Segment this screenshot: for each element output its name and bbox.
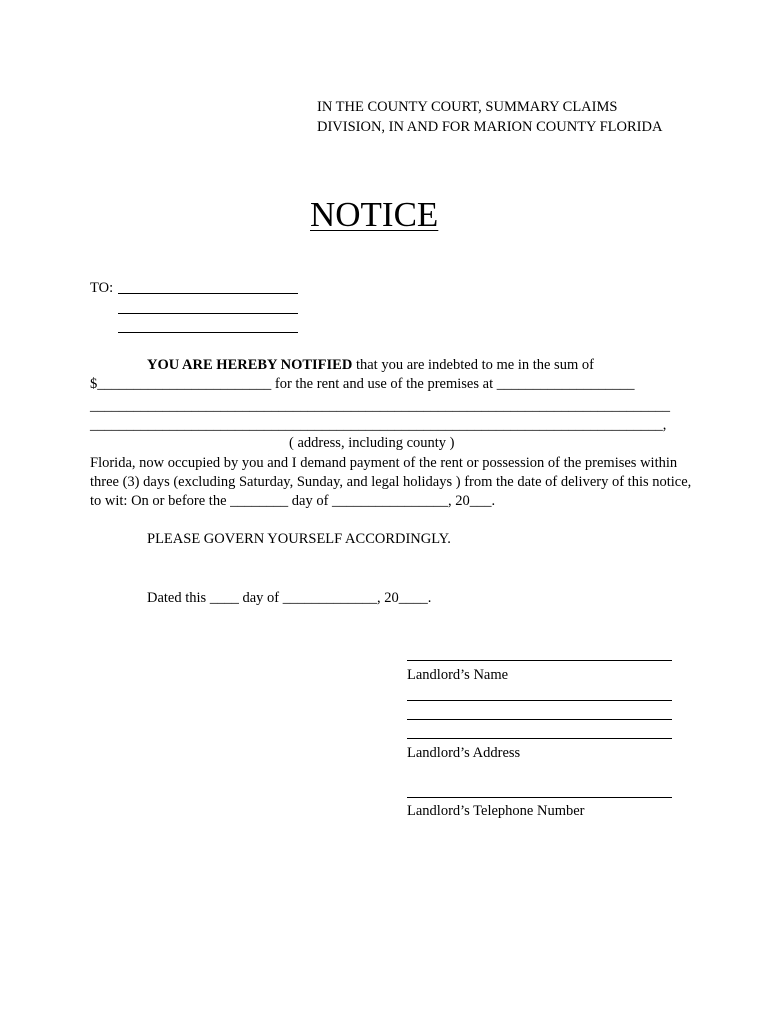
dated-line: Dated this ____ day of _____________, 20____. [147,590,432,606]
notified-sentence [147,358,594,373]
landlord-address-line-3 [407,738,672,739]
to-line-2 [118,313,298,314]
paragraph-line-2: three (3) days (excluding Saturday, Sunday, and legal holidays ) from the date of delivery of this notice, [90,474,692,490]
landlord-address-line-2 [407,719,672,720]
notified-rest-text: that you are indebted to me in the sum of [355,357,594,373]
landlord-name-line [407,660,672,661]
landlord-phone-line [407,797,672,798]
amount-line: $________________________ for the rent and use of the premises at ___________________ [90,376,635,392]
to-line-3 [118,332,298,333]
paragraph-line-1: Florida, now occupied by you and I demand payment of the rent or possession of the premises within [90,455,678,471]
to-label: TO: [90,280,114,296]
landlord-phone-label: Landlord’s Telephone Number [407,803,585,819]
address-caption: ( address, including county ) [289,435,455,451]
landlord-name-label: Landlord’s Name [407,667,509,683]
govern-statement: PLEASE GOVERN YOURSELF ACCORDINGLY. [147,531,451,547]
premises-blank-line-1: ________________________________________________________________________________ [90,398,670,414]
court-header [317,97,662,137]
landlord-address-label: Landlord’s Address [407,745,521,761]
court-header-line-2: DIVISION, IN AND FOR MARION COUNTY FLORIDA [317,119,663,135]
court-header-line-1: IN THE COUNTY COURT, SUMMARY CLAIMS [317,99,618,115]
premises-blank-line-2: _______________________________________________________________________________, [90,417,667,433]
to-line-1 [118,293,298,294]
paragraph-line-3: to wit: On or before the ________ day of ________________, 20___. [90,493,496,509]
notified-bold-text: YOU ARE HEREBY NOTIFIED [147,357,353,373]
document-title: NOTICE [310,195,439,234]
landlord-address-line-1 [407,700,672,701]
